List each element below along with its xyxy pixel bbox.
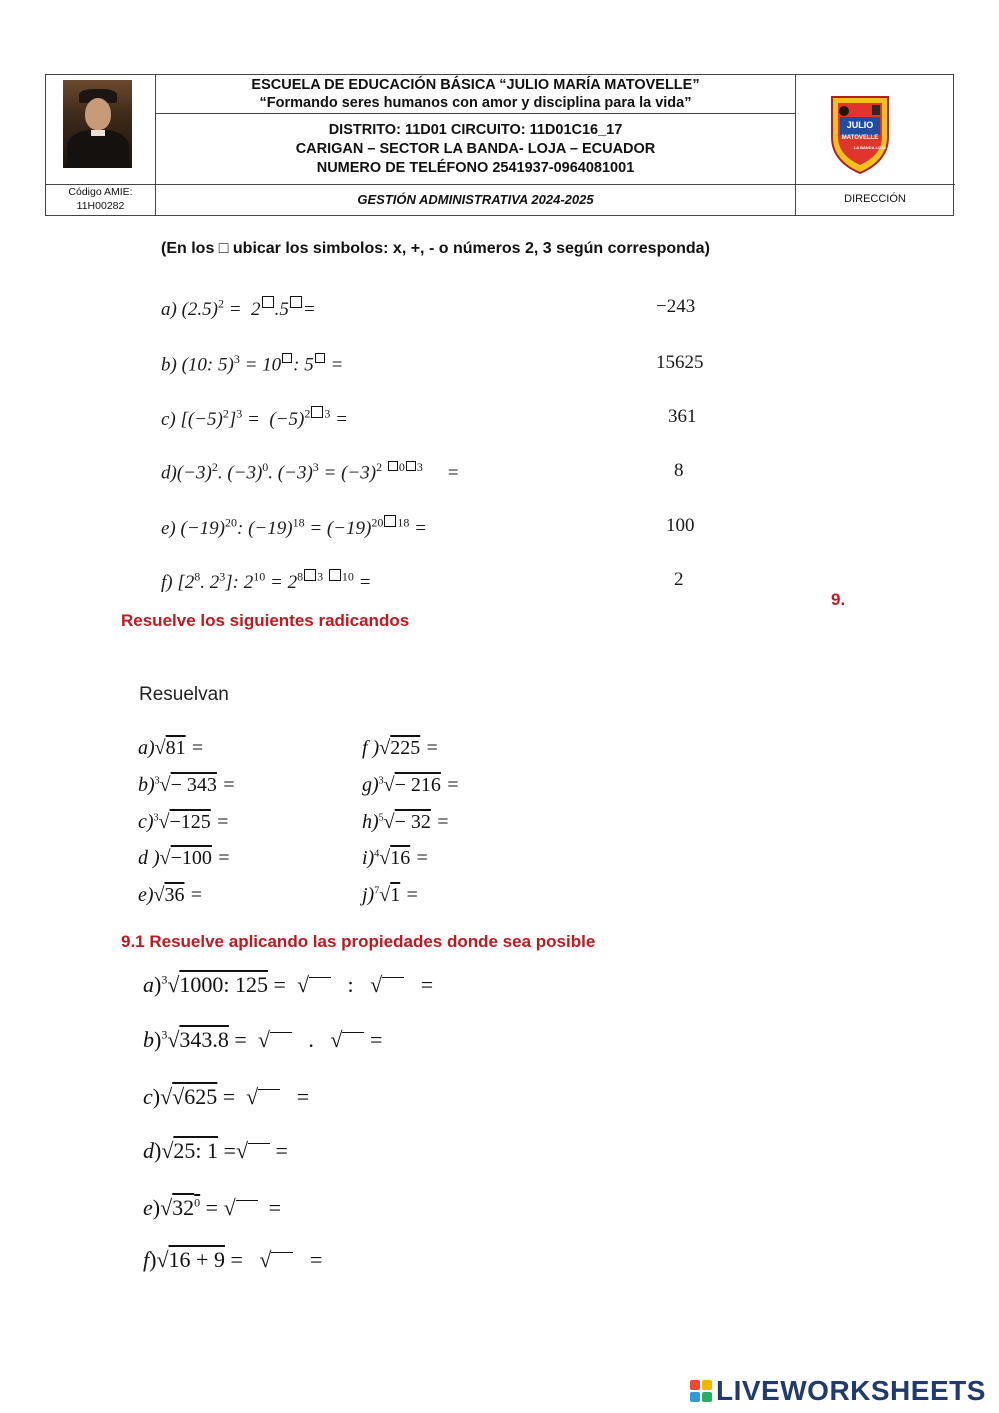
power-exercise-b: b) (10: 5)$^3$ = 10 : 5 =	[161, 352, 344, 376]
radicand: 36	[164, 884, 185, 906]
property-exercise-a: a)$^3$√1000: 125 = √ : √ =	[143, 972, 434, 997]
radical-item-e: e)√36 =	[138, 884, 204, 906]
radicand: − 343	[170, 774, 217, 796]
radicand: 1	[390, 884, 401, 906]
radical-index: 3	[153, 812, 159, 824]
radicand: 16	[390, 847, 411, 869]
district-line: DISTRITO: 11D01 CIRCUITO: 11D01C16_17	[328, 122, 623, 138]
exercise-label: b)	[161, 354, 177, 376]
property-exercise-f: f)√16 + 9 = √ =	[143, 1247, 323, 1272]
radical-label: i)	[362, 847, 375, 869]
answer-box[interactable]	[262, 296, 274, 308]
power-answer-f: 2	[674, 569, 684, 590]
radical-item-c: c)$^3$√−125 =	[138, 811, 230, 833]
power-answer-c: 361	[668, 406, 697, 427]
exercise-label: f)	[161, 572, 173, 593]
amie-code-value: 11H00282	[76, 200, 125, 212]
radical-label: d )	[138, 847, 160, 869]
answer-box[interactable]	[388, 461, 398, 471]
header-divider	[156, 113, 795, 114]
liveworksheets-logo	[690, 1375, 986, 1407]
amie-code-label: Código AMIE:	[68, 186, 133, 198]
radical-item-g: g)$^3$√− 216 =	[362, 774, 460, 796]
radical-index: 3	[154, 775, 160, 787]
power-answer-e: 100	[666, 515, 695, 536]
radical-item-b: b)$^3$√− 343 =	[138, 774, 236, 796]
shield-text-top: JULIO	[846, 120, 874, 130]
exercise-label: c)	[161, 409, 176, 430]
answer-box[interactable]	[315, 353, 325, 363]
radical-item-d: d )√−100 =	[138, 847, 231, 869]
powers-instruction: (En los □ ubicar los simbolos: x, +, - o números 2, 3 según corresponda)	[161, 240, 710, 257]
radical-item-j: j)$^7$√1 =	[362, 884, 419, 906]
shield-text-mid: MATOVELLE	[841, 135, 879, 141]
radical-item-i: i)$^4$√16 =	[362, 847, 429, 869]
radical-label: f )	[362, 737, 380, 759]
property-exercise-b: b)$^3$√343.8 = √ . √ =	[143, 1027, 383, 1052]
radical-index: 4	[374, 848, 380, 860]
exercise-label: e)	[161, 518, 176, 539]
power-answer-a: −243	[656, 296, 696, 317]
answer-box[interactable]	[406, 461, 416, 471]
property-exercise-d: d)√25: 1 =√ =	[143, 1138, 288, 1163]
radical-label: c)	[138, 811, 154, 833]
section-number: 9.	[831, 590, 846, 609]
amie-code	[46, 185, 155, 213]
answer-box[interactable]	[290, 296, 302, 308]
power-exercise-a: a) $(2.5)^2 = 2$ .5 =	[161, 296, 316, 320]
logo-tiles-icon	[690, 1380, 712, 1402]
power-answer-d: 8	[674, 460, 684, 481]
header-divider	[46, 184, 955, 185]
radicand: − 32	[394, 811, 431, 833]
power-answer-b: 15625	[656, 352, 704, 373]
exercise-label: a)	[161, 299, 177, 320]
radical-index: 7	[374, 885, 380, 897]
power-exercise-d: $d)(-3)^2$. $(-3)^0$. $(-3)^3 = (-3)^2$ $^0$ $^3$ =	[161, 460, 460, 484]
brand-name: LIVEWORKSHEETS	[716, 1375, 986, 1406]
power-exercise-f: f) [$2^8$. $2^3$]: $2^{10} = 2^8$ $^3$ $^{10}$ =	[161, 569, 372, 593]
radicand: 81	[165, 737, 186, 759]
answer-box[interactable]	[329, 569, 341, 581]
radical-item-f: f )√225 =	[362, 737, 439, 759]
answer-box[interactable]	[311, 406, 323, 418]
school-motto: “Formando seres humanos con amor y disciplina para la vida”	[259, 95, 692, 111]
founder-portrait	[63, 80, 132, 168]
radical-label: b)	[138, 774, 155, 796]
direction-label: DIRECCIÓN	[844, 193, 906, 205]
radical-index: 5	[378, 812, 384, 824]
radicand: −100	[170, 847, 212, 869]
header-table	[45, 74, 954, 216]
radical-label: h)	[362, 811, 379, 833]
properties-heading: 9.1 Resuelve aplicando las propiedades donde sea posible	[121, 932, 596, 951]
radical-label: j)	[362, 884, 375, 906]
radical-label: e)	[138, 884, 154, 906]
radicand: − 216	[394, 774, 441, 796]
radical-label: g)	[362, 774, 379, 796]
radical-index: 3	[378, 775, 384, 787]
radicand: −125	[169, 811, 211, 833]
radicals-heading: Resuelve los siguientes radicandos	[121, 611, 410, 630]
location-line: CARIGAN – SECTOR LA BANDA- LOJA – ECUADOR	[295, 141, 656, 157]
shield-text-bottom: LA BANDA LOJA	[853, 145, 887, 150]
answer-box[interactable]	[282, 353, 292, 363]
school-name: ESCUELA DE EDUCACIÓN BÁSICA “JULIO MARÍA MATOVELLE”	[251, 77, 700, 93]
property-exercise-c: c)√√625 = √ =	[143, 1084, 310, 1109]
answer-box[interactable]	[384, 515, 396, 527]
radical-item-h: h)$^5$√− 32 =	[362, 811, 450, 833]
radical-label: a)	[138, 737, 155, 759]
radicand: 225	[390, 737, 421, 759]
management-period: GESTIÓN ADMINISTRATIVA 2024-2025	[357, 192, 594, 207]
radicals-subheading: Resuelvan	[139, 684, 229, 705]
property-exercise-e: $e)√32^0$ = √ =	[143, 1195, 282, 1220]
radical-item-a: a)√81 =	[138, 737, 205, 759]
power-exercise-e: e) $(-19)^{20}$: $(-19)^{18} = (-19)^{20}$ $^{18}$ =	[161, 515, 427, 539]
exercise-label: d)	[161, 462, 177, 484]
school-shield-logo	[826, 91, 894, 175]
answer-box[interactable]	[304, 569, 316, 581]
power-exercise-c: c) $[(-5)^2]^3 = (-5)^2$ $^3$ =	[161, 406, 348, 430]
phone-line: NUMERO DE TELÉFONO 2541937-0964081001	[316, 160, 635, 176]
